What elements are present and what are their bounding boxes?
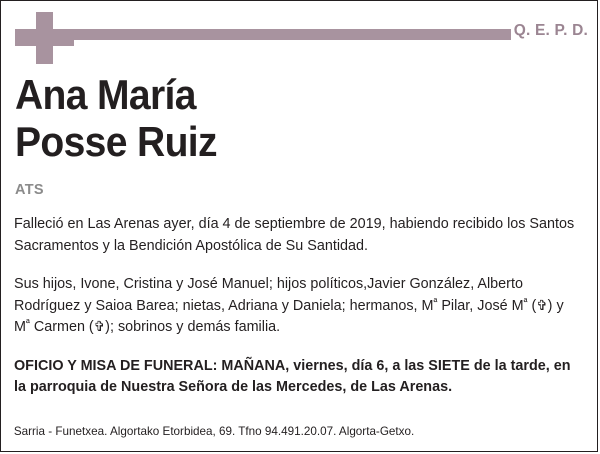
family-text-part-6: ); sobrinos y demás familia.	[105, 319, 281, 335]
ordinal-indicator: ª	[433, 296, 438, 309]
deceased-cross-icon: ✞	[93, 319, 106, 335]
deceased-profession: ATS	[15, 182, 44, 198]
family-text-part-5: Carmen (	[29, 319, 94, 335]
header-decorative-bar	[60, 29, 511, 40]
epitaph-abbreviation: Q. E. P. D.	[513, 22, 588, 39]
ordinal-indicator: ª	[523, 296, 528, 309]
deceased-name-line-1: Ana María	[15, 71, 196, 118]
family-text-part-1: Sus hijos, Ivone, Cristina y José Manuel; hijos políticos,Javier González, Alberto Rodríguez y Saioa Barea; nietas, Adriana y Daniela; hermanos, M	[14, 276, 523, 314]
paragraph-death-announcement: Falleció en Las Arenas ayer, día 4 de septiembre de 2019, habiendo recibido los Santos Sacramentos y la Bendición Apostólica de Su Santidad.	[14, 216, 575, 254]
family-text-part-3: (	[527, 297, 537, 314]
family-text-part-2: Pilar, José M	[437, 297, 524, 314]
deceased-name	[1, 71, 597, 165]
deceased-cross-icon: ✞	[536, 297, 548, 314]
notice-header	[1, 1, 597, 69]
funeral-home-footer: Sarria - Funetxea. Algortako Etorbidea, 69. Tfno 94.491.20.07. Algorta-Getxo.	[13, 424, 415, 438]
paragraph-funeral-service: OFICIO Y MISA DE FUNERAL: MAÑANA, viernes, día 6, a las SIETE de la tarde, en la parroquia de Nuestra Señora de las Mercedes, de Las Arenas.	[14, 357, 571, 395]
paragraph-surviving-family	[14, 274, 576, 339]
family-text-part-4: ) y M	[14, 297, 564, 335]
deceased-name-line-2: Posse Ruiz	[15, 118, 217, 165]
ordinal-indicator: ª	[25, 317, 30, 330]
obituary-body	[1, 214, 597, 399]
